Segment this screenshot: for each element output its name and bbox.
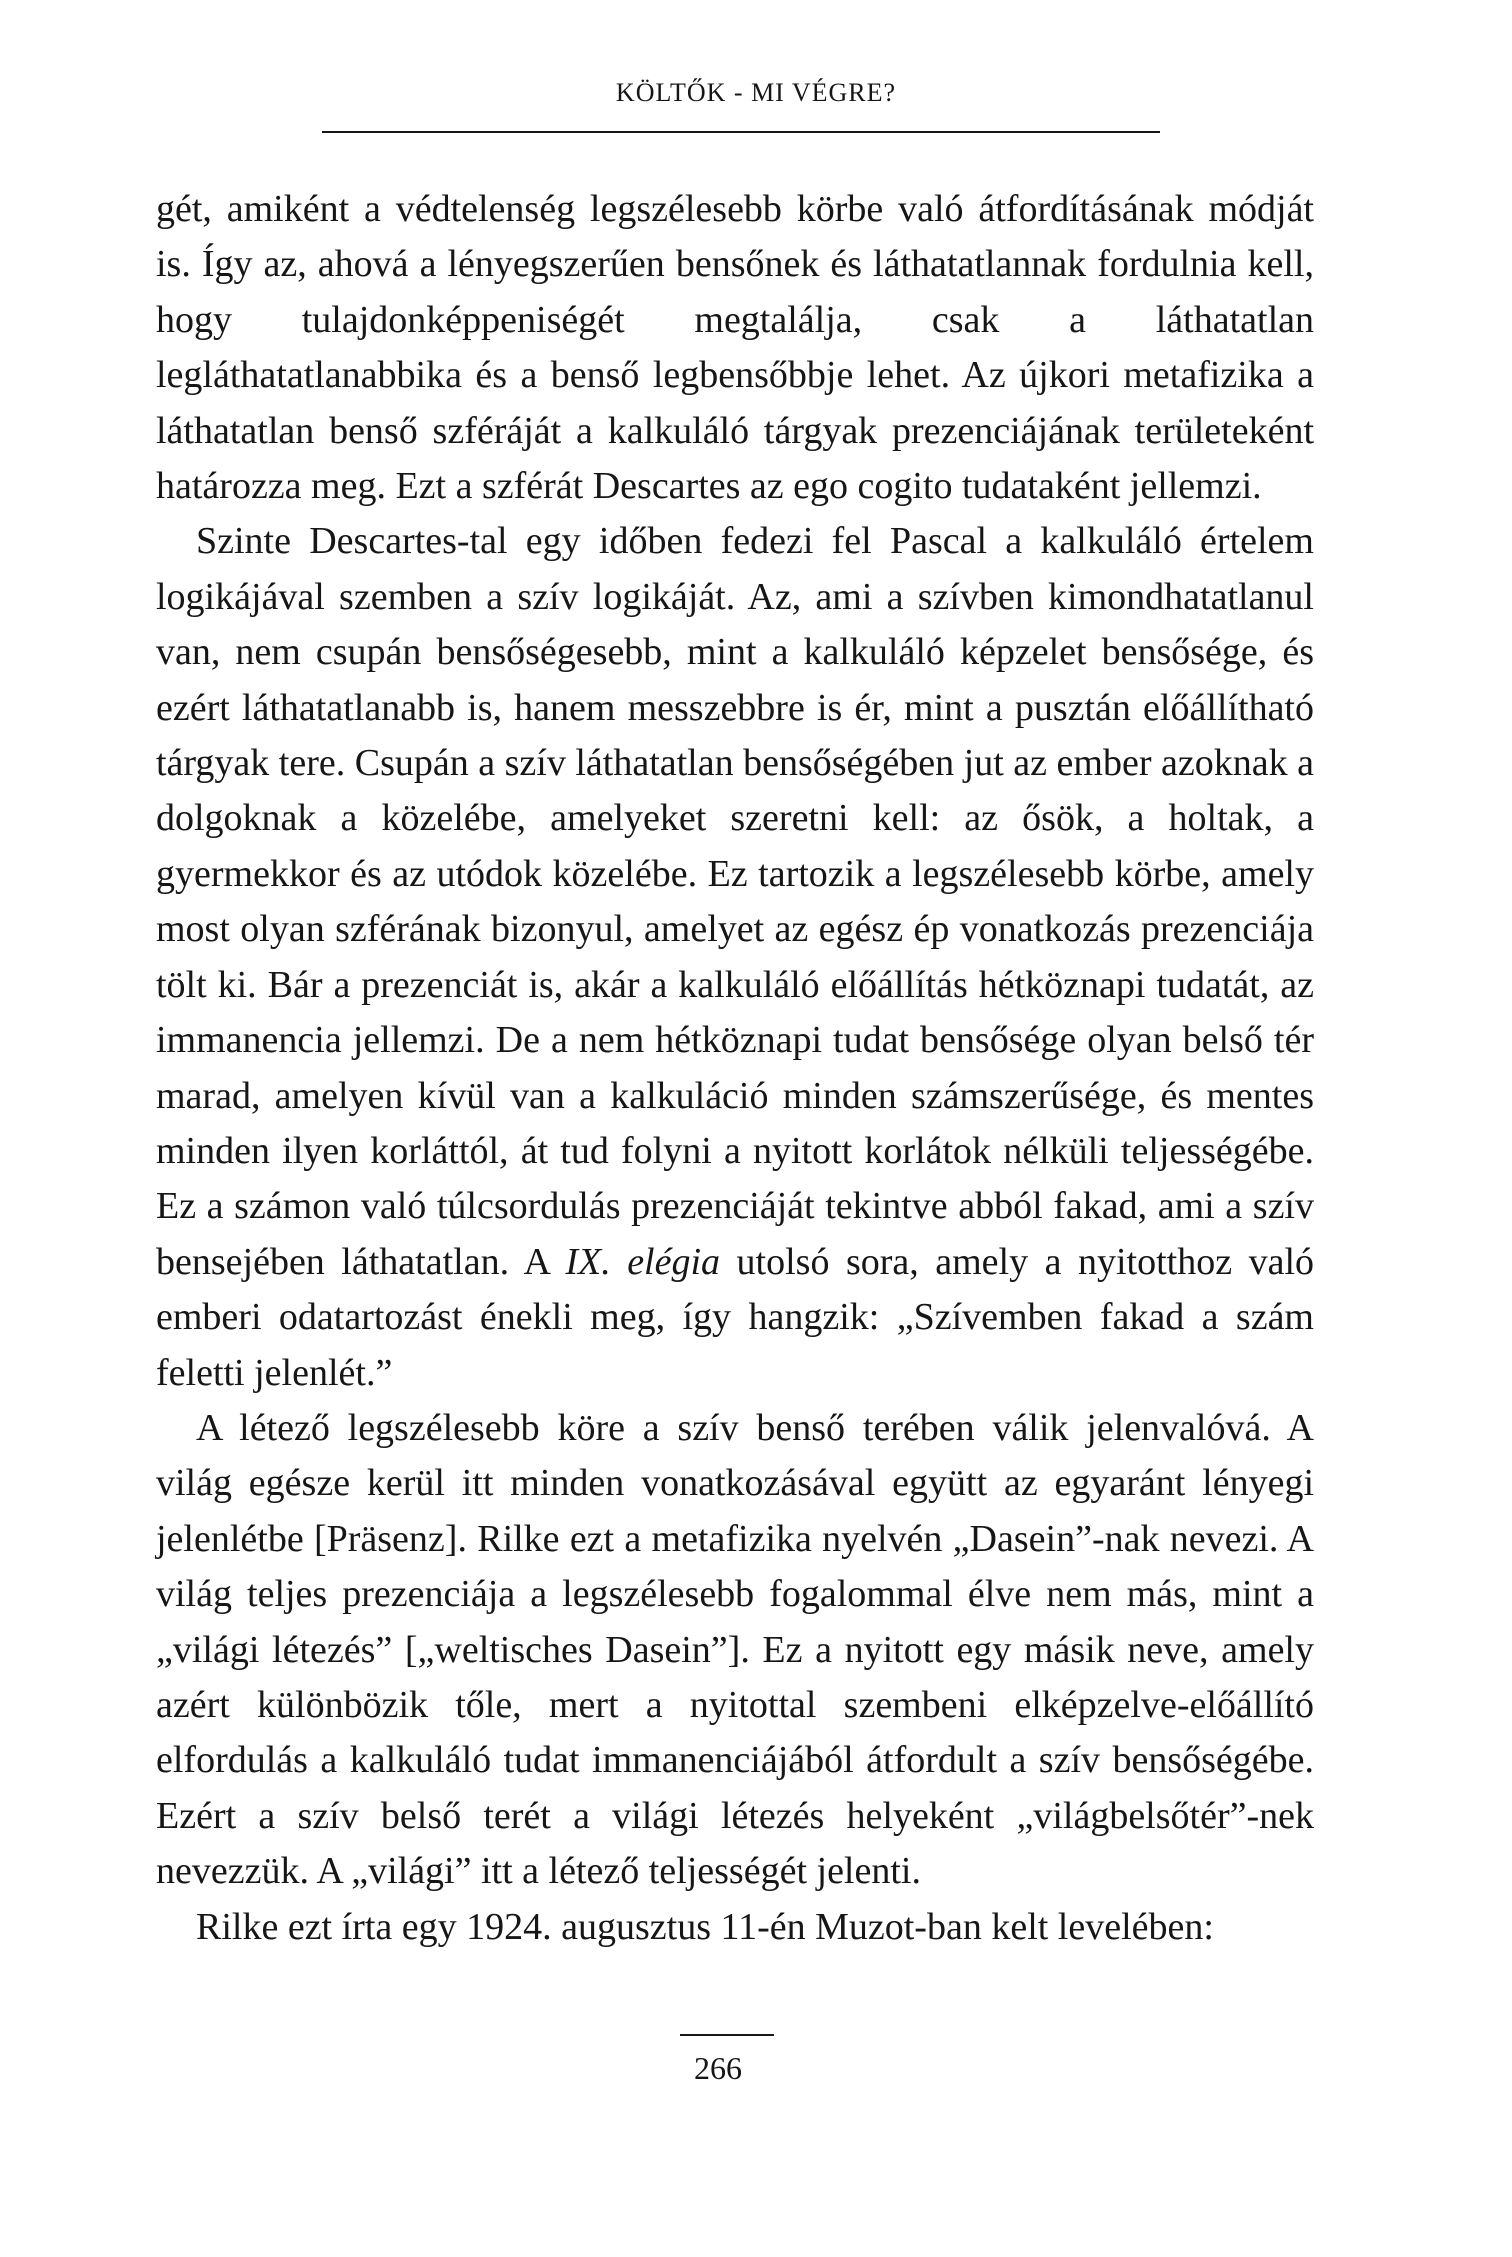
- footer-divider: [680, 2034, 774, 2036]
- paragraph-pascal-text-end: utolsó sora, amely a nyitotthoz való emberi odatartozást énekli meg, így hangzik: „Szívemben fakad a szám feletti jelenlét.”: [156, 1240, 1315, 1394]
- header-divider: [322, 131, 1160, 133]
- body-text: [156, 182, 1314, 1955]
- elegy-title: IX. elégia: [565, 1240, 721, 1283]
- page-number: 266: [694, 2050, 742, 2086]
- paragraph-letter-intro: Rilke ezt írta egy 1924. augusztus 11-én Muzot-ban kelt levelében:: [196, 1905, 1214, 1948]
- paragraph-pascal-text: Szinte Descartes-tal egy időben fedezi fel Pascal a kalkuláló értelem logikájával szemben a szív logikáját. Az, ami a szívben kimondhatatlanul van, nem csupán bensőségesebb, mint a kalkuláló képzelet bensősége, és ezért láthatatlanabb is, hanem messzebbre is ér, mint a pusztán előállítható tárgyak tere. Csupán a szív láthatatlan bensőségében jut az ember azoknak a dolgoknak a közelébe, amelyeket szeretni kell: az ősök, a holtak, a gyermekkor és az utódok közelébe. Ez tartozik a legszélesebb körbe, amely most olyan szférának bizonyul, amelyet az egész ép vonatkozás prezenciája tölt ki. Bár a prezenciát is, akár a kalkuláló előállítás hétköznapi tudatát, az immanencia jellemzi. De a nem hétköznapi tudat bensősége olyan belső tér marad, amelyen kívül van a kalkuláció minden számszerűsége, és mentes minden ilyen korláttól, át tud folyni a nyitott korlátok nélküli teljességébe. Ez a számon való túlcsordulás prezenciáját tekintve abból fakad, ami a szív bensejében láthatatlan. A: [156, 520, 1314, 1283]
- paragraph-dasein: A létező legszélesebb köre a szív benső terében válik jelenvalóvá. A világ egésze kerül itt minden vonatkozásával együtt az egyaránt lényegi jelenlétbe [Präsenz]. Rilke ezt a metafizika nyelvén „Dasein”-nak nevezi. A világ teljes prezenciája a legszélesebb fogalommal élve nem más, mint a „világi létezés” [„weltisches Dasein”]. Ez a nyitott egy másik neve, amely azért különbözik tőle, mert a nyitottal szembeni elképzelve-előállító elfordulás a kalkuláló tudat immanenciájából átfordult a szív bensőségébe. Ezért a szív belső terét a világi létezés helyeként „világbelsőtér”-nek nevezzük. A „világi” itt a létező teljességét jelenti.: [156, 1406, 1314, 1893]
- paragraph-continuation: gét, amiként a védtelenség legszélesebb körbe való átfordításának módját is. Így az, ahová a lényegszerűen bensőnek és láthatatlannak fordulnia kell, hogy tulajdonképpeniségét megtalálja, csak a láthatatlan legláthatatlanabbika és a benső legbensőbbje lehet. Az újkori metafizika a láthatatlan benső szféráját a kalkuláló tárgyak prezenciájának területeként határozza meg. Ezt a szférát Descartes az ego cogito tudataként jellemzi.: [156, 188, 1314, 508]
- running-head: KÖLTŐK - MI VÉGRE?: [615, 78, 897, 107]
- paragraph-pascal: [156, 514, 1314, 1401]
